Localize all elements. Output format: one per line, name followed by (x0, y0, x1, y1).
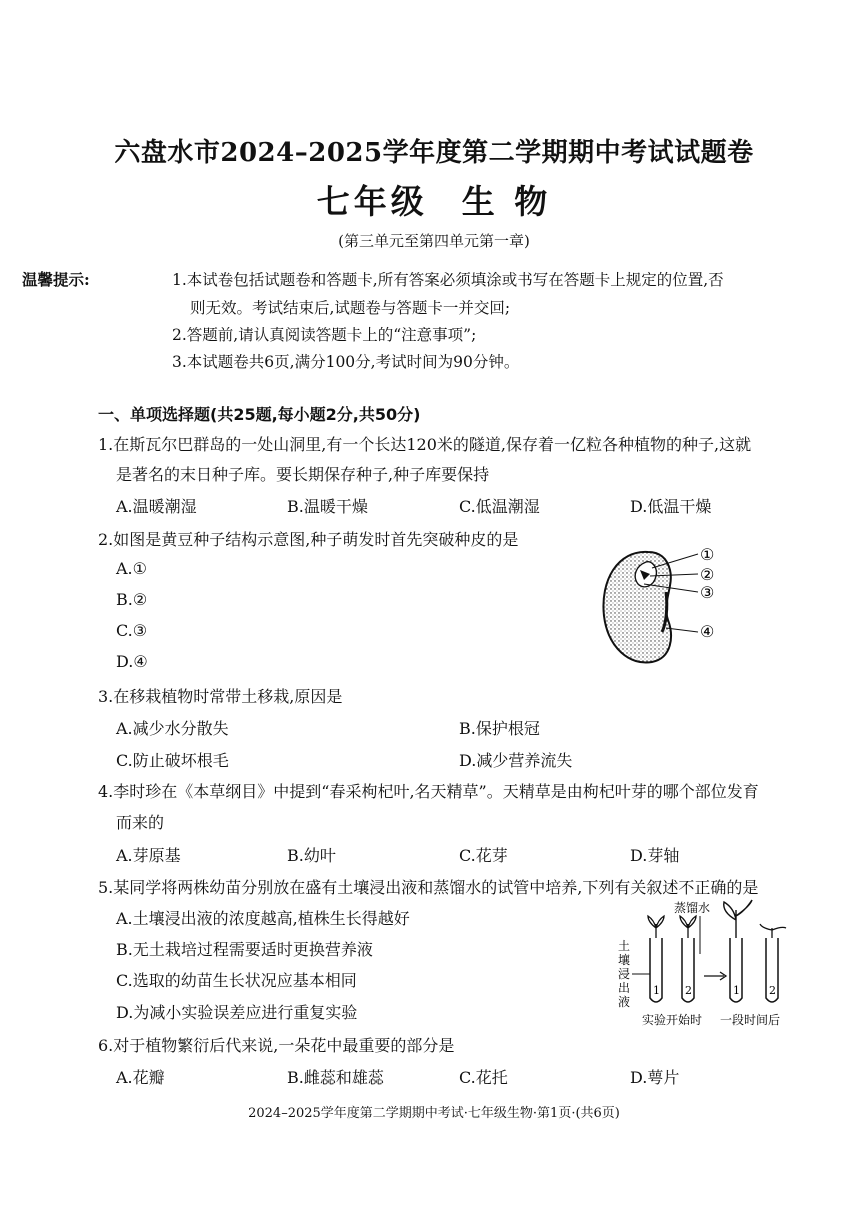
q1-option-a[interactable]: A.温暖潮湿 (116, 497, 197, 516)
q2-option-d[interactable]: D.④ (116, 652, 148, 671)
question-1-line-1: 1.在斯瓦尔巴群岛的一处山洞里,有一个长达120米的隧道,保存着一亿粒各种植物的种子,这就 (98, 435, 752, 454)
soil-extract-char-4: 出 (618, 981, 631, 995)
q4-option-b[interactable]: B.幼叶 (287, 846, 336, 865)
q5-option-c[interactable]: C.选取的幼苗生长状况应基本相同 (116, 971, 357, 990)
seedling-2-later (760, 924, 786, 938)
soil-extract-char-1: 土 (618, 939, 631, 953)
question-2-line-1: 2.如图是黄豆种子结构示意图,种子萌发时首先突破种皮的是 (98, 530, 519, 549)
exam-range: (第三单元至第四单元第一章) (338, 232, 530, 250)
q4-option-a[interactable]: A.芽原基 (116, 846, 181, 865)
tube-num-1: 1 (653, 984, 660, 997)
tip-line-2: 则无效。考试结束后,试题卷与答题卡一并交回; (190, 299, 511, 317)
soil-extract-char-3: 浸 (618, 967, 631, 981)
seed-label-3: ③ (700, 583, 715, 602)
question-4-line-2: 而来的 (116, 813, 165, 832)
question-5-line-1: 5.某同学将两株幼苗分别放在盛有土壤浸出液和蒸馏水的试管中培养,下列有关叙述不正确的是 (98, 878, 759, 897)
exam-title: 六盘水市2024–2025学年度第二学期期中考试试题卷 (114, 138, 754, 168)
q3-option-b[interactable]: B.保护根冠 (459, 719, 540, 738)
tip-line-4: 3.本试题卷共6页,满分100分,考试时间为90分钟。 (172, 353, 520, 371)
seed-label-2: ② (700, 565, 715, 584)
seedling-1-start (648, 916, 664, 938)
tube-num-2: 2 (685, 984, 692, 997)
caption-start: 实验开始时 (642, 1013, 703, 1027)
q4-option-c[interactable]: C.花芽 (459, 846, 508, 865)
subject-heading (0, 176, 868, 223)
q2-option-b[interactable]: B.② (116, 590, 148, 609)
q1-option-d[interactable]: D.低温干燥 (630, 497, 712, 516)
subject-label: 生 物 (461, 182, 552, 221)
grade-label: 七年级 (316, 182, 428, 221)
q1-option-c[interactable]: C.低温潮湿 (459, 497, 540, 516)
question-1-line-2: 是著名的末日种子库。要长期保存种子,种子库要保持 (116, 465, 490, 484)
q6-option-c[interactable]: C.花托 (459, 1068, 508, 1087)
q6-option-a[interactable]: A.花瓣 (116, 1068, 165, 1087)
question-3-line-1: 3.在移栽植物时常带土移栽,原因是 (98, 687, 343, 706)
q3-option-d[interactable]: D.减少营养流失 (459, 751, 573, 770)
q5-option-b[interactable]: B.无土栽培过程需要适时更换营养液 (116, 940, 373, 959)
q4-option-d[interactable]: D.芽轴 (630, 846, 680, 865)
q6-option-b[interactable]: B.雌蕊和雄蕊 (287, 1068, 384, 1087)
test-tube-diagram (612, 898, 798, 1034)
soybean-seed-diagram (590, 540, 730, 672)
caption-later: 一段时间后 (720, 1013, 781, 1027)
tip-line-3: 2.答题前,请认真阅读答题卡上的“注意事项”; (172, 326, 477, 344)
q5-option-d[interactable]: D.为减小实验误差应进行重复实验 (116, 1003, 358, 1022)
q6-option-d[interactable]: D.萼片 (630, 1068, 680, 1087)
section-heading: 一、单项选择题(共25题,每小题2分,共50分) (98, 405, 421, 424)
question-4-line-1: 4.李时珍在《本草纲目》中提到“春采枸杞叶,名天精草”。天精草是由枸杞叶芽的哪个部位发育 (98, 782, 759, 801)
soil-extract-char-5: 液 (618, 995, 631, 1009)
seedling-2-start (680, 916, 696, 938)
distilled-water-label: 蒸馏水 (674, 901, 711, 915)
q5-option-a[interactable]: A.土壤浸出液的浓度越高,植株生长得越好 (116, 909, 410, 928)
page-footer: 2024–2025学年度第二学期期中考试·七年级生物·第1页·(共6页) (248, 1106, 620, 1121)
seed-label-4: ④ (700, 622, 715, 641)
seed-label-1: ① (700, 545, 715, 564)
q3-option-a[interactable]: A.减少水分散失 (116, 719, 229, 738)
seedling-1-later (724, 900, 752, 938)
tips-label: 温馨提示: (22, 270, 90, 289)
tip-line-1: 1.本试卷包括试题卷和答题卡,所有答案必须填涂或书写在答题卡上规定的位置,否 (172, 271, 724, 289)
soil-extract-char-2: 壤 (618, 953, 631, 967)
tube-num-3: 1 (733, 984, 740, 997)
q3-option-c[interactable]: C.防止破坏根毛 (116, 751, 229, 770)
q1-option-b[interactable]: B.温暖干燥 (287, 497, 368, 516)
tube-num-4: 2 (769, 984, 776, 997)
q2-option-c[interactable]: C.③ (116, 621, 148, 640)
question-6-line-1: 6.对于植物繁衍后代来说,一朵花中最重要的部分是 (98, 1036, 455, 1055)
q2-option-a[interactable]: A.① (116, 559, 147, 578)
